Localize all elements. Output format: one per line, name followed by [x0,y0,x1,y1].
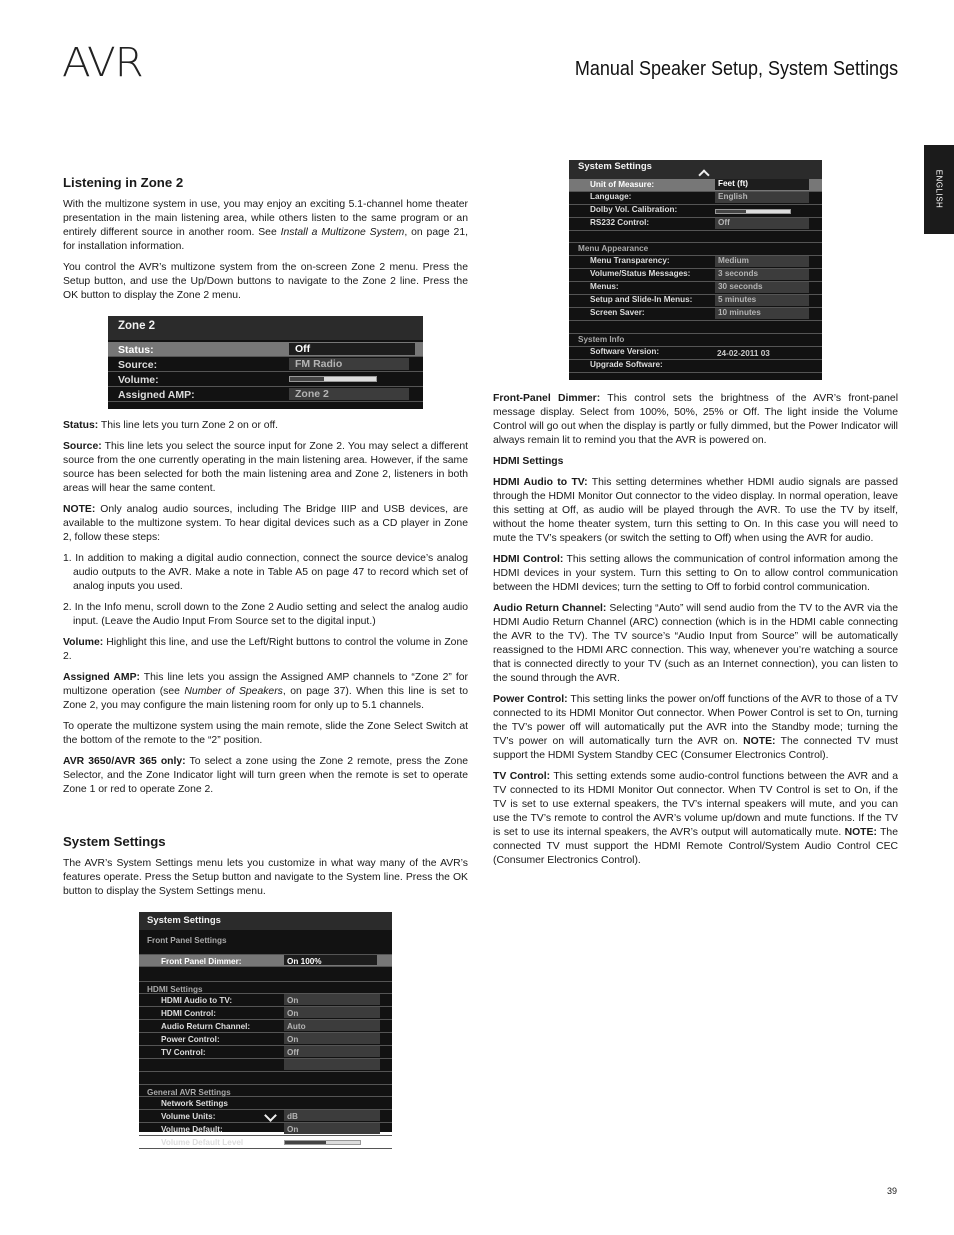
network-settings-row[interactable]: Network Settings [139,1097,392,1110]
avr-logo: AVR [62,40,143,86]
system-settings-heading: System Settings [63,834,166,849]
zone2-heading: Listening in Zone 2 [63,175,184,190]
status-description: Status: This line lets you turn Zone 2 on or off. [63,420,279,431]
zone2-intro: With the multizone system in use, you may enjoy an exciting 5.1-channel home theater presentation in the main listening area, while others listen to the same program or an entirely different source in another room. See Install a Multizone System, on page 21, for installation information. [63,199,468,252]
volume-description: Volume: Highlight this line, and use the Left/Right buttons to control the volume in Zone 2. [63,637,468,662]
volume-units-row[interactable]: Volume Units: dB [139,1110,392,1123]
page-title: Manual Speaker Setup, System Settings [574,58,898,80]
setup-slide-in-row[interactable]: Setup and Slide-In Menus: 5 minutes [569,295,822,308]
analog-steps [63,552,468,629]
zone2-row-status[interactable]: Status: Off [108,342,423,357]
hdmi-control-description: HDMI Control: This setting allows the communication of control information among the HDMI devices in your system. Turn this setting to On to allow control communication between the HDMI devices; turn the setting to Off to forbid control communication. [493,554,898,593]
screen-saver-row[interactable]: Screen Saver: 10 minutes [569,308,822,321]
zone2-menu-title: Zone 2 [118,320,156,332]
arc-description: Audio Return Channel: Selecting “Auto” will send audio from the TV to the AVR via the HDMI Audio Return Channel (ARC) connection (which is in the HDMI cable connecting the AVR to the TV). The TV source’s “Audio Input from Source” will be automatically reassigned to the HDMI ARC connection. This way, whenever you’re watching a source that is connected directly to your TV (such as an Internet connection), you can listen to the sound through the AVR. [493,603,899,684]
right-column [493,392,898,875]
power-control-description: Power Control: This setting links the power on/off functions of the AVR to those of a TV connected to its HDMI Monitor Out connector. When Power Control is set to On, turning the TV’s power off will automatically put the AVR into the Standby mode; turning the TV’s power on will automatically turn the AVR on. NOTE: The connected TV must support the HDMI System Standby CEC (Consumer Electronics Control). [493,694,898,761]
language-tab-label: ENGLISH [934,169,944,209]
dolby-vol-row[interactable]: Dolby Vol. Calibration: [569,205,822,218]
front-panel-dimmer-description: Front-Panel Dimmer: This control sets the brightness of the AVR’s front-panel message display. Select from 100%, 50%, 25% or Off. The light inside the Volume Control will go out when the display is partly or fully dimmed, but the Power Indicator will always remain lit to remind you that the AVR is powered on. [493,393,898,446]
language-tab [924,145,954,234]
upgrade-software-row[interactable]: Upgrade Software: [569,360,822,373]
power-control-row[interactable]: Power Control: On [139,1033,392,1046]
hdmi-control-row[interactable]: HDMI Control: On [139,1007,392,1020]
zone2-row-volume[interactable]: Volume: [108,372,423,387]
menu-transparency-row[interactable]: Menu Transparency: Medium [569,256,822,269]
zone2-volume-bar [289,376,377,382]
language-row[interactable]: Language: English [569,192,822,205]
zone2-menu-screenshot [108,316,423,409]
tv-control-row[interactable]: TV Control: Off [139,1046,392,1059]
volume-status-row[interactable]: Volume/Status Messages: 3 seconds [569,269,822,282]
system-menu-1-title-bar: System Settings [139,912,392,930]
tv-control-description: TV Control: This setting extends some audio-control functions between the AVR and a TV connected to its HDMI Monitor Out connector. When TV Control is set to On, if the TV is set to use external speakers, the TV’s internal speakers will mute, and you can use the TV’s remote to control the AVR’s volume up/down and mute functions. If the TV is set to use its internal speakers, the AVR’s output will automatically mute. NOTE: The connected TV must support the HDMI Remote Control/System Audio Control CEC (Consumer Electronics Control). [493,771,898,866]
dolby-vol-bar [715,209,791,214]
hdmi-settings-heading: HDMI Settings [493,456,564,467]
system-settings-intro: The AVR’s System Settings menu lets you customize in what way many of the AVR’s features operate. Press the Setup button and navigate to the System line. Press the OK button to display the System Settings menu. [63,858,468,897]
system-settings-menu-2: System Settings Unit of Measure: Feet (ft) Language: English Dolby Vol. Calibration: RS232 Control: Off Menu Appearance Menu Transparency: Medium Volume/Status Messages: 3 seconds Menus: 30 seconds Setup and Slide-In Menus: 5 minutes Screen Saver: 10 minutes System Info Software Version: 24-02-2011 03 Upgrade Software: [569,160,822,380]
source-description: Source: This line lets you select the source input for Zone 2. You may select a different source from the one currently operating in the main listening area. However, if the same source has been selected for both the main listening area and Zone 2, listeners in both areas will hear the same content. [63,441,468,494]
system-settings-menu-1: System Settings Front Panel Settings Front Panel Dimmer: On 100% HDMI Settings HDMI Audio to TV: On HDMI Control: On Audio Return Channel: Auto Power Control: On TV Control: Off General AVR Settings Network Settings Volume Units: dB Volume Default: On Volume Default Level [139,912,392,1132]
zone2-row-source[interactable]: Source: FM Radio [108,357,423,372]
rs232-row[interactable]: RS232 Control: Off [569,218,822,231]
left-column [63,175,469,1147]
volume-default-level-row[interactable]: Volume Default Level [139,1136,392,1149]
step-1: 1. In addition to making a digital audio connection, connect the source device’s analog audio outputs to the AVR. Make a note in Table A5 on page 47 to record which set of analog inputs you used. [63,553,468,592]
zone2-menu-rows [108,342,423,402]
front-panel-dimmer-row[interactable]: Front Panel Dimmer: On 100% [139,955,392,967]
assigned-amp-description: Assigned AMP: This line lets you assign the Assigned AMP channels to “Zone 2” for multizone operation (see Number of Speakers, on page 37). When this line is set to Zone 2, you may configure the main listening room for only up to 5.1 channels. [63,672,469,711]
page-number: 39 [887,1186,898,1196]
analog-note: NOTE: Only analog audio sources, including The Bridge IIIP and USB devices, are available to the multizone system. To hear digital devices such as a CD player in Zone 2, follow these steps: [63,504,468,543]
avr3650-description: AVR 3650/AVR 365 only: To select a zone using the Zone 2 remote, press the Zone Selector, and the Zone Indicator light will turn green when the remote is set to operate Zone 1 or red to operate Zone 2. [63,756,469,795]
volume-default-row[interactable]: Volume Default: On [139,1123,392,1136]
remote-zone-description: To operate the multizone system using the main remote, slide the Zone Select Switch at the bottom of the remote to the “2” position. [63,721,468,746]
software-version-row: Software Version: 24-02-2011 03 [569,347,822,360]
hdmi-audio-description: HDMI Audio to TV: This setting determines whether HDMI audio signals are passed through the HDMI Monitor Out connector to the video display. In normal operation, leave this setting at Off, as audio will be played through the AVR. To use the TV by itself, without the home theater system, turn this setting to On. In this case you will need to mute the TV’s speakers (or switch the setting to Off) when using the AVR for audio. [493,477,898,544]
menus-row[interactable]: Menus: 30 seconds [569,282,822,295]
zone2-instructions: You control the AVR’s multizone system from the on-screen Zone 2 menu. Press the Setup button, and use the Up/Down buttons to navigate to the Zone 2 line. Press the OK button to display the Zone 2 menu. [63,262,468,301]
zone2-menu-title-bar [108,316,423,340]
zone2-row-assigned-amp[interactable]: Assigned AMP: Zone 2 [108,387,423,402]
system-menu-2-title-bar: System Settings [569,160,822,179]
hdmi-audio-row[interactable]: HDMI Audio to TV: On [139,994,392,1007]
audio-return-row[interactable]: Audio Return Channel: Auto [139,1020,392,1033]
unit-of-measure-row[interactable]: Unit of Measure: Feet (ft) [569,179,822,192]
volume-default-level-bar [284,1140,361,1145]
step-2: 2. In the Info menu, scroll down to the Zone 2 Audio setting and select the analog audio input. (Leave the Audio Input From Source set to the digital input.) [63,602,468,627]
